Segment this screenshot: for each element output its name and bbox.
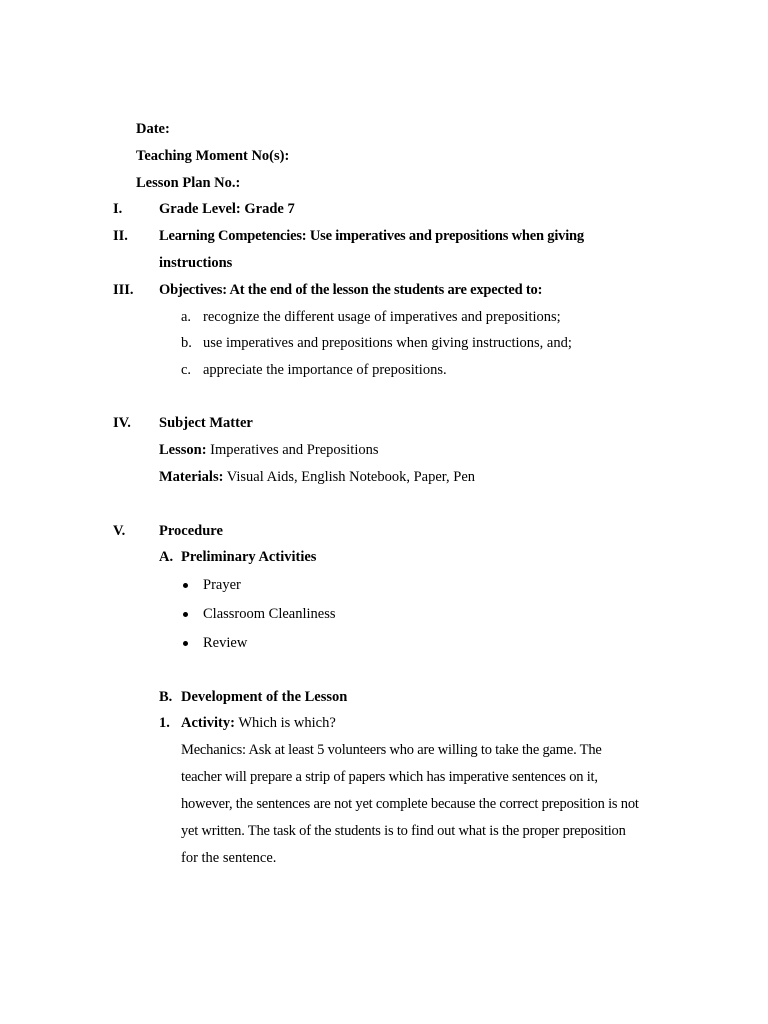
preliminary-heading: Preliminary Activities [181,549,317,565]
section-numeral-5: V. [113,523,126,539]
objective-marker-c: c. [181,362,192,378]
mechanics-line-4: yet written. The task of the students is to find out what is the proper preposition [181,823,626,839]
development-heading: Development of the Lesson [181,689,348,705]
objectives-heading: Objectives: At the end of the lesson the students are expected to: [159,282,543,298]
section-numeral-4: IV. [113,415,131,431]
materials-value: Visual Aids, English Notebook, Paper, Pen [223,469,476,485]
development-marker: B. [159,689,173,705]
preliminary-item-review: Review [203,635,248,651]
objective-marker-b: b. [181,335,192,351]
materials-line [159,468,475,486]
teaching-moment-label: Teaching Moment No(s): [136,148,290,164]
bullet-icon [183,583,188,588]
preliminary-marker: A. [159,549,174,565]
mechanics-line-3: however, the sentences are not yet complete because the correct preposition is not [181,796,639,812]
lesson-plan-label: Lesson Plan No.: [136,175,241,191]
procedure-heading: Procedure [159,523,223,539]
activity-line [181,714,336,732]
activity-marker: 1. [159,715,170,731]
mechanics-line-1: Mechanics: Ask at least 5 volunteers who are willing to take the game. The [181,742,602,758]
grade-level: Grade Level: Grade 7 [159,201,295,217]
mechanics-line-2: teacher will prepare a strip of papers which has imperative sentences on it, [181,769,598,785]
bullet-icon [183,641,188,646]
section-numeral-2: II. [113,228,128,244]
objective-marker-a: a. [181,309,192,325]
section-numeral-3: III. [113,282,134,298]
section-numeral-1: I. [113,201,123,217]
objective-item-c: appreciate the importance of prepositions. [203,362,447,378]
lesson-value: Imperatives and Prepositions [206,442,379,458]
bullet-icon [183,612,188,617]
lesson-line [159,441,379,459]
materials-label: Materials: [159,469,224,485]
competencies-line-2: instructions [159,255,233,271]
subject-matter-heading: Subject Matter [159,415,253,431]
date-label: Date: [136,121,170,137]
competencies-line-1: Learning Competencies: Use imperatives and prepositions when giving [159,228,584,244]
activity-label: Activity: [181,715,235,731]
activity-value: Which is which? [234,715,336,731]
lesson-label: Lesson: [159,442,207,458]
objective-item-a: recognize the different usage of imperatives and prepositions; [203,309,561,325]
objective-item-b: use imperatives and prepositions when giving instructions, and; [203,335,572,351]
mechanics-line-5: for the sentence. [181,850,277,866]
preliminary-item-cleanliness: Classroom Cleanliness [203,606,336,622]
preliminary-item-prayer: Prayer [203,577,241,593]
